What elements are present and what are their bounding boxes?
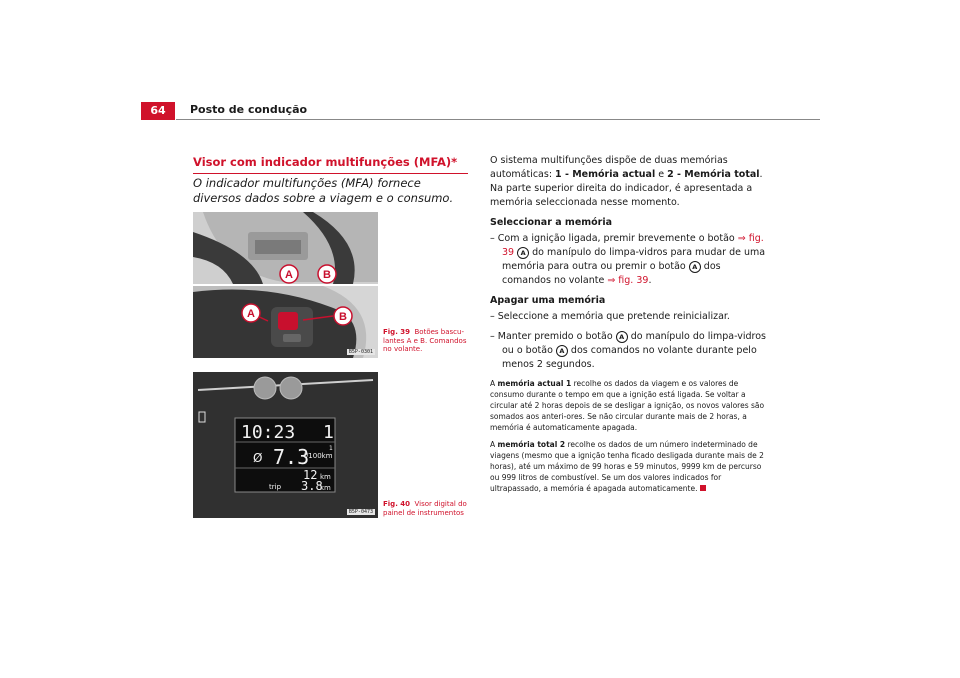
- display-memory: 1: [323, 422, 334, 443]
- figure-39-caption: [383, 328, 473, 354]
- display-trip-label: trip: [269, 483, 282, 491]
- figure-39-caption-text: Botões bascu-lantes A e B. Comandos no volante.: [383, 328, 467, 353]
- display-trip-unit: km: [320, 484, 331, 492]
- display-range: 12: [303, 468, 318, 482]
- callout-b-top: B: [323, 269, 331, 281]
- button-a-badge: A: [689, 261, 701, 273]
- subheading-select-memory: Seleccionar a memória: [490, 217, 613, 228]
- figure-40-label: Fig. 40: [383, 500, 411, 508]
- display-superscript: 1: [329, 445, 333, 452]
- callout-a-top: A: [285, 269, 293, 281]
- page-number: 64: [141, 102, 175, 120]
- figure-40-caption: [383, 500, 473, 517]
- figure-40-caption-text: Visor digital do painel de instrumentos: [383, 500, 467, 517]
- body-paragraph-1: O sistema multifunções dispõe de duas memórias automáticas: 1 - Memória actual e 2 - Memória total. Na parte superior direita do indicador, é apresentada a memória seleccionada nesse momento.: [490, 155, 763, 208]
- note-total-memory: A memória total 2 recolhe os dados de um número indeterminado de viagens (mesmo que a ignição tenha ficado desligada durante mais de 2 horas), até um máximo de 99 horas e 59 minutos, 9999 km de percurso ou 999 litros de combustível. Se um dos valores indicados for ultrapassado, a memória é apagada automaticamente.: [490, 440, 764, 493]
- display-consumption: 7.3: [273, 445, 310, 469]
- button-a-badge: A: [616, 331, 628, 343]
- figure-40-code: B5P-0473: [348, 509, 373, 515]
- section-title: Visor com indicador multifunções (MFA)*: [193, 155, 468, 174]
- section-end-mark: [700, 485, 706, 491]
- callout-b-bottom: B: [339, 311, 347, 323]
- button-a-badge: A: [517, 247, 529, 259]
- running-header: Posto de condução: [190, 103, 308, 116]
- step-hold-button: – Manter premido o botão A do manípulo do limpa-vidros ou o botão A dos comandos no volante durante pelo menos 2 segundos.: [490, 331, 766, 370]
- figure-reference-link[interactable]: ⇒ fig. 39: [607, 275, 649, 286]
- step-select-memory: – Com a ignição ligada, premir brevemente o botão ⇒ fig. 39 A do manípulo do limpa-vidros para mudar de uma memória para outra ou premir o botão A dos comandos no volante ⇒ fig. 39.: [490, 233, 766, 286]
- header-rule: [176, 119, 820, 120]
- figure-reference-link[interactable]: ⇒ fig. 39: [502, 233, 764, 258]
- callout-a-bottom: A: [247, 308, 255, 320]
- section-intro: O indicador multifunções (MFA) fornece diversos dados sobre a viagem e o consumo.: [193, 176, 454, 205]
- body-column: [490, 154, 770, 500]
- display-time: 10:23: [241, 422, 296, 443]
- subheading-clear-memory: Apagar uma memória: [490, 295, 606, 306]
- display-trip: 3.8: [301, 479, 323, 493]
- step-choose-memory: – Seleccione a memória que pretende reinicializar.: [490, 311, 730, 322]
- display-avg-symbol: Ø: [253, 451, 263, 465]
- button-a-badge: A: [556, 345, 568, 357]
- display-consumption-unit: l/100km: [304, 452, 333, 460]
- figure-39-label: Fig. 39: [383, 328, 411, 336]
- note-current-memory: A memória actual 1 recolhe os dados da viagem e os valores de consumo durante o tempo em que a ignição está ligada. Se voltar a circular até 2 horas depois de se desligar a ignição, os novos valores são somados aos anteri-ores. Se não circular durante mais de 2 horas, a memória é automaticamente apagada.: [490, 379, 765, 432]
- figure-39-code: B5P-0301: [348, 349, 373, 355]
- display-range-unit: km: [320, 473, 331, 481]
- figure-39-image: [193, 212, 378, 358]
- figure-40-image: [193, 372, 378, 518]
